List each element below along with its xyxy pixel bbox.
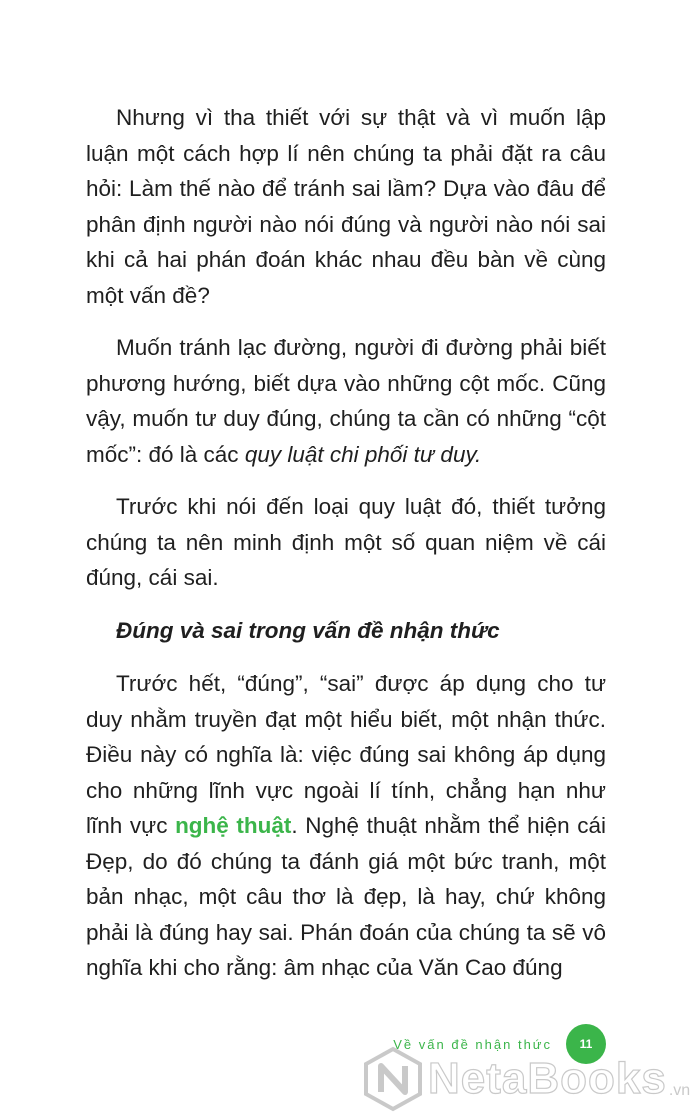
section-heading: Đúng và sai trong vấn đề nhận thức	[116, 617, 500, 643]
watermark-brand: NetaBooks	[428, 1054, 667, 1103]
paragraph-2-italic: quy luật chi phối tư duy.	[244, 441, 482, 467]
paragraph-4-before: Trước hết, “đúng”, “sai” được áp dụng cho tư duy nhằm truyền đạt một hiểu biết, một nhận thức. Điều này có nghĩa là: việc đúng sai không áp dụng cho những lĩnh vực ngoài lí tính, chẳng hạn như lĩnh vực	[86, 671, 606, 838]
running-footer-title: Về vấn đề nhận thức	[393, 1036, 552, 1052]
paragraph-1: Nhưng vì tha thiết với sự thật và vì muốn lập luận một cách hợp lí nên chúng ta phải đặt ra câu hỏi: Làm thế nào để tránh sai lầm? Dựa vào đâu để phân định người nào nói đúng và người nào nói sai khi cả hai phán đoán khác nhau đều bàn về cùng một vấn đề?	[86, 105, 606, 308]
highlight-term: nghệ thuật	[175, 813, 292, 838]
paragraph-2	[86, 330, 606, 472]
page-number-badge: 11	[566, 1024, 606, 1064]
netabooks-logo-icon	[362, 1046, 424, 1112]
watermark-suffix: .vn	[668, 1082, 691, 1099]
paragraph-2-text: Muốn tránh lạc đường, người đi đường phải biết phương hướng, biết dựa vào những cột mốc. Cũng vậy, muốn tư duy đúng, chúng ta cần có những “cột mốc”: đó là các	[86, 335, 606, 467]
paragraph-4-after: . Nghệ thuật nhằm thể hiện cái Đẹp, do đó chúng ta đánh giá một bức tranh, một bản nhạc, một câu thơ là đẹp, là hay, chứ không phải là đúng hay sai. Phán đoán của chúng ta sẽ vô nghĩa khi cho rằng: âm nhạc của Văn Cao đúng	[86, 813, 607, 980]
paragraph-4	[86, 666, 606, 986]
body-text	[86, 100, 606, 1003]
paragraph-3: Trước khi nói đến loại quy luật đó, thiết tưởng chúng ta nên minh định một số quan niệm về cái đúng, cái sai.	[86, 494, 606, 590]
watermark	[362, 1046, 690, 1112]
